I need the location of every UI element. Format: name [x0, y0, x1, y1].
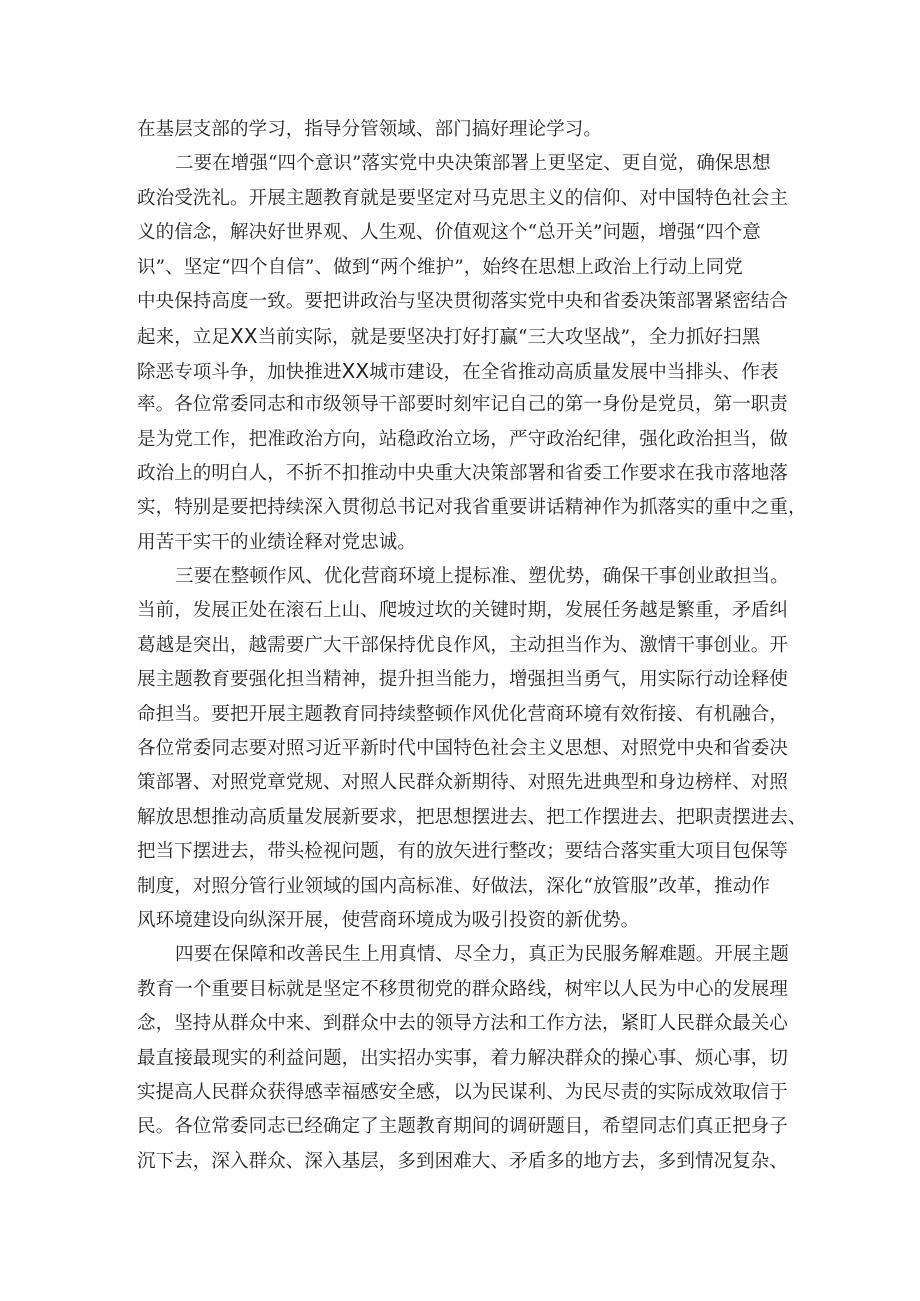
text-line: 当前，发展正处在滚石上山、爬坡过坎的关键时期，发展任务越是繁重，矛盾纠 — [137, 600, 789, 622]
text-line: 葛越是突出，越需要广大干部保持优良作风，主动担当作为、激情干事创业。开 — [137, 634, 789, 656]
text-line: 把当下摆进去，带头检视问题，有的放矢进行整改；要结合落实重大项目包保等 — [137, 841, 789, 863]
paragraph-start-line: 二要在增强“四个意识”落实党中央决策部署上更坚定、更自觉，确保思想 — [175, 153, 771, 175]
placeholder-text: XX — [341, 358, 370, 383]
text-line: 最直接最现实的利益问题，出实招办实事，着力解决群众的操心事、烦心事，切 — [137, 1047, 789, 1069]
paragraph-start-line: 四要在保障和改善民生上用真情、尽全力，真正为民服务解难题。开展主题 — [175, 944, 789, 966]
text-line: 解放思想推动高质量发展新要求，把思想摆进去、把工作摆进去、把职责摆进去、 — [137, 806, 807, 828]
text-line: 教育一个重要目标就是坚定不移贯彻党的群众路线，树牢以人民为中心的发展理 — [137, 978, 789, 1000]
text-line: 策部署、对照党章党规、对照人民群众新期待、对照先进典型和身边榜样、对照 — [137, 772, 789, 794]
text-line: 各位常委同志要对照习近平新时代中国特色社会主义思想、对照党中央和省委决 — [137, 738, 789, 760]
placeholder-text: XX — [230, 324, 258, 349]
text-line: 命担当。要把开展主题教育同持续整顿作风优化营商环境有效衔接、有机融合， — [137, 703, 789, 725]
text-line: 义的信念，解决好世界观、人生观、价值观这个“总开关”问题，增强“四个意 — [137, 222, 761, 244]
text-line: 是为党工作，把准政治方向，站稳政治立场，严守政治纪律，强化政治担当，做 — [137, 428, 789, 450]
text-line: 制度，对照分管行业领域的国内高标准、好做法，深化“放管服”改革，推动作 — [137, 875, 770, 897]
text-line: 在基层支部的学习，指导分管领域、部门搞好理论学习。 — [137, 119, 603, 140]
text-line: 用苦干实干的业绩诠释对党忠诚。 — [137, 531, 417, 553]
text-line: 民。各位常委同志已经确定了主题教育期间的调研题目，希望同志们真正把身子 — [137, 1116, 789, 1138]
paragraph-start-line: 三要在整顿作风、优化营商环境上提标准、塑优势，确保干事创业敢担当。 — [175, 566, 789, 588]
text-line: 风环境建设向纵深开展，使营商环境成为吸引投资的新优势。 — [137, 909, 640, 931]
text-line: 念，坚持从群众中来、到群众中去的领导方法和工作方法，紧盯人民群众最关心 — [137, 1013, 789, 1035]
text-line: 政治上的明白人，不折不扣推动中央重大决策部署和省委工作要求在我市落地落 — [137, 462, 789, 484]
text-line: 识”、坚定“四个自信”、做到“两个维护”，始终在思想上政治上行动上同党 — [137, 256, 743, 278]
text-line: 实提高人民群众获得感幸福感安全感，以为民谋利、为民尽责的实际成效取信于 — [137, 1081, 789, 1103]
document-body — [137, 113, 807, 1179]
text-line: 中央保持高度一致。要把讲政治与坚决贯彻落实党中央和省委决策部署紧密结合 — [137, 290, 789, 312]
text-line: 政治受洗礼。开展主题教育就是要坚定对马克思主义的信仰、对中国特色社会主 — [137, 187, 789, 209]
text-line: 实，特别是要把持续深入贯彻总书记对我省重要讲话精神作为抓落实的重中之重， — [137, 497, 807, 519]
text-line: 起来，立足XX当前实际，就是要坚决打好打赢“三大攻坚战”，全力抓好扫黑 — [137, 324, 761, 349]
text-line: 除恶专项斗争，加快推进XX城市建设，在全省推动高质量发展中当排头、作表 — [137, 358, 779, 383]
text-line: 沉下去，深入群众、深入基层，多到困难大、矛盾多的地方去，多到情况复杂、 — [137, 1150, 789, 1172]
text-line: 展主题教育要强化担当精神，提升担当能力，增强担当勇气，用实际行动诠释使 — [137, 669, 789, 691]
text-line: 率。各位常委同志和市级领导干部要时刻牢记自己的第一身份是党员，第一职责 — [137, 394, 789, 416]
